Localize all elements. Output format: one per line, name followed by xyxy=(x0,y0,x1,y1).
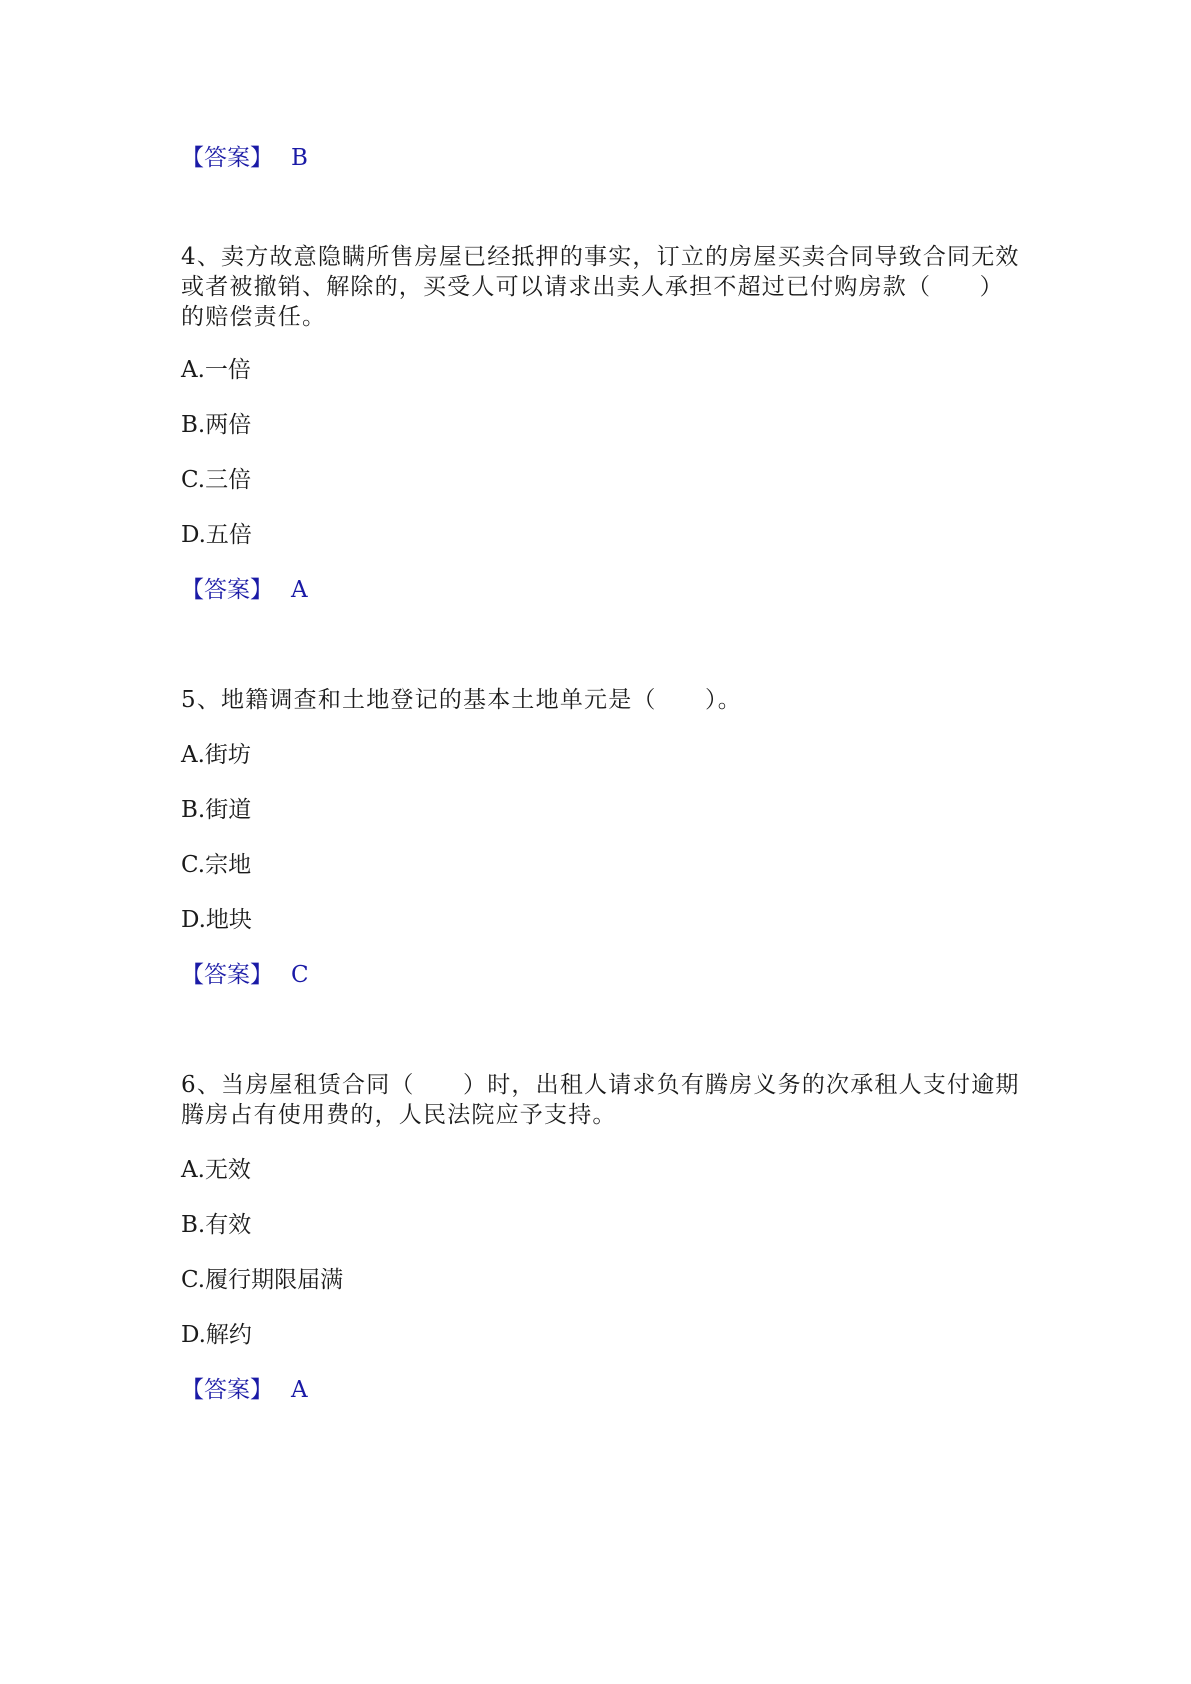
answer-label: 【答案】 xyxy=(181,577,273,603)
question-4-option-b: B.两倍 xyxy=(181,412,252,438)
answer-value: C xyxy=(291,962,309,988)
question-4-option-d: D.五倍 xyxy=(181,522,252,548)
answer-label: 【答案】 xyxy=(181,145,273,171)
question-4-option-c: C.三倍 xyxy=(181,467,252,493)
answer-value: A xyxy=(291,1377,308,1403)
question-5-option-b: B.街道 xyxy=(181,797,252,823)
question-6-answer xyxy=(181,1379,308,1402)
answer-line xyxy=(181,147,308,170)
question-4-answer xyxy=(181,579,308,602)
question-4-stem-line-1: 4、卖方故意隐瞒所售房屋已经抵押的事实，订立的房屋买卖合同导致合同无效 xyxy=(181,244,1020,270)
question-4-stem-line-3: 的赔偿责任。 xyxy=(181,304,327,330)
question-5-option-a: A.街坊 xyxy=(181,742,251,768)
question-6-option-a: A.无效 xyxy=(181,1157,251,1183)
question-6-stem-line-1: 6、当房屋租赁合同（ ）时，出租人请求负有腾房义务的次承租人支付逾期 xyxy=(181,1072,1020,1098)
question-6-stem-line-2: 腾房占有使用费的，人民法院应予支持。 xyxy=(181,1102,617,1128)
question-5-option-d: D.地块 xyxy=(181,907,252,933)
question-5-answer xyxy=(181,964,309,987)
question-4-option-a: A.一倍 xyxy=(181,357,251,383)
answer-value: A xyxy=(291,577,308,603)
answer-value: B xyxy=(291,145,308,171)
question-5-option-c: C.宗地 xyxy=(181,852,252,878)
question-5-stem-line-1: 5、地籍调查和土地登记的基本土地单元是（ ）。 xyxy=(181,687,742,713)
answer-label: 【答案】 xyxy=(181,1377,273,1403)
question-4-stem-line-2: 或者被撤销、解除的，买受人可以请求出卖人承担不超过已付购房款（ ） xyxy=(181,274,1004,300)
question-6-option-b: B.有效 xyxy=(181,1212,252,1238)
answer-label: 【答案】 xyxy=(181,962,273,988)
question-6-option-c: C.履行期限届满 xyxy=(181,1267,344,1293)
question-6-option-d: D.解约 xyxy=(181,1322,252,1348)
